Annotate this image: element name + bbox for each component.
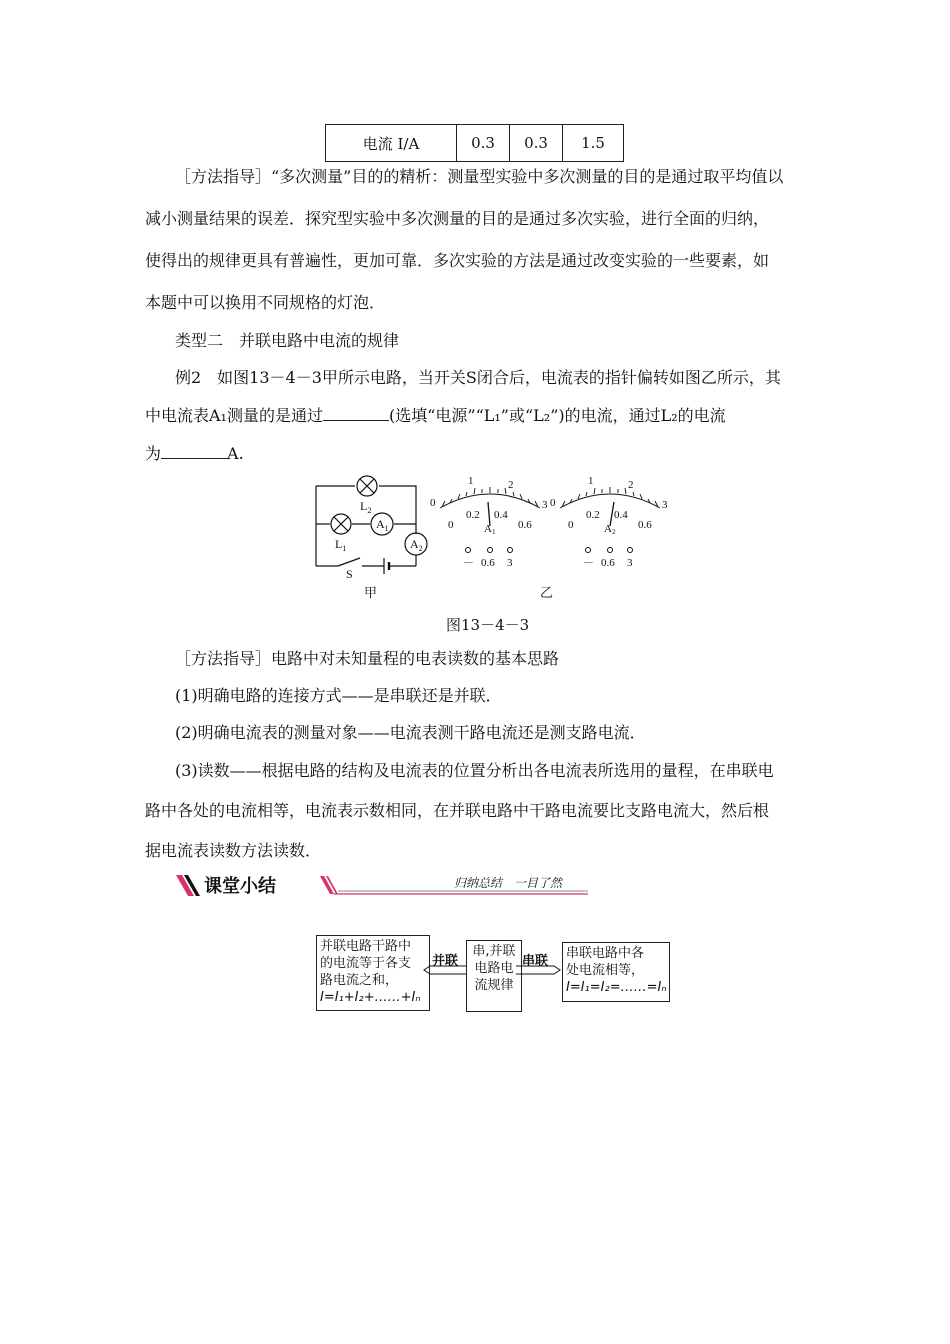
svg-text:0: 0 [550,497,556,509]
table-cell: 0.3 [457,125,510,162]
parallel-rule-box: 并联电路干路中 的电流等于各支 路电流之和， I=I₁+I₂+……+Iₙ [316,935,430,1011]
label-A2: $A_2$ [410,537,423,553]
data-table [325,124,624,162]
section-heading-type2: 类型二 并联电路中电流的规律 [175,331,400,350]
step-3-line1: (3)读数——根据电路的结构及电流表的位置分析出各电流表所选用的量程，在串联电 [175,761,774,780]
current-law-box: 串,并联 电路电 流规律 [466,940,522,1012]
table-cell: 1.5 [563,125,624,162]
circuit-diagram [316,476,427,574]
svg-text:0: 0 [568,519,574,531]
step-1: (1)明确电路的连接方式——是串联还是并联． [175,686,502,705]
meter-name: A1 [484,523,496,536]
svg-text:1: 1 [588,475,594,487]
meter-name: A2 [604,523,616,536]
ammeter-A2-dial [550,475,668,569]
series-rule-box: 串联电路中各 处电流相等， I=I₁=I₂=……=Iₙ [562,942,670,1002]
label-switch-S: S [346,567,353,581]
answer-blank [323,406,389,421]
svg-text:3: 3 [507,557,513,569]
svg-text:0.6: 0.6 [481,557,495,569]
table-row [326,125,624,162]
svg-text:0.4: 0.4 [494,509,508,521]
label-A1: $A_1$ [376,517,389,533]
summary-slogan: 归纳总结 一目了然 [454,876,563,890]
svg-text:0.6: 0.6 [601,557,615,569]
svg-text:3: 3 [662,499,668,511]
table-cell: 0.3 [510,125,563,162]
method-guide-1-line3: 使得出的规律更具有普遍性，更加可靠．多次实验的方法是通过改变实验的一些要素，如 [145,251,770,270]
figure-caption: 图13－4－3 [446,616,530,634]
method-guide-1-line4: 本题中可以换用不同规格的灯泡． [145,293,386,312]
method-guide-1-line2: 减小测量结果的误差．探究型实验中多次测量的目的是通过多次实验，进行全面的归纳， [145,209,770,228]
svg-text:1: 1 [468,475,474,487]
method-guide-1-line1: ［方法指导］“多次测量”目的的精析：测量型实验中多次测量的目的是通过取平均值以 [175,167,784,186]
svg-text:－: － [463,557,474,569]
step-3-line2: 路中各处的电流相等，电流表示数相同，在并联电路中干路电流要比支路电流大，然后根 [145,801,770,820]
circuit-figure [300,470,690,582]
label-L1: $L_1$ [335,537,347,553]
arrow-label-parallel: 并联 [432,954,459,969]
svg-text:0: 0 [430,497,436,509]
svg-text:3: 3 [542,499,548,511]
svg-text:3: 3 [627,557,633,569]
svg-text:0.6: 0.6 [518,519,532,531]
svg-text:0.2: 0.2 [586,509,600,521]
example2-line2: 中电流表A₁测量的是通过 (选填“电源”“L₁”或“L₂”)的电流，通过L₂的电流 [145,406,726,425]
ammeter-A1-dial [430,475,548,569]
answer-blank [161,444,227,459]
summary-title: 课堂小结 [204,876,276,897]
step-2: (2)明确电流表的测量对象——电流表测干路电流还是测支路电流． [175,723,646,742]
method-guide-2-title: ［方法指导］电路中对未知量程的电表读数的基本思路 [175,649,560,668]
example2-line1: 例2 如图13－4－3甲所示电路，当开关S闭合后，电流表的指针偏转如图乙所示，其 [175,368,781,387]
svg-text:0.4: 0.4 [614,509,628,521]
svg-text:－: － [583,557,594,569]
svg-text:2: 2 [508,479,514,491]
summary-banner [172,872,592,898]
figure-label-jia: 甲 [364,586,378,601]
label-L2: $L_2$ [360,499,372,515]
svg-text:0: 0 [448,519,454,531]
svg-text:0.2: 0.2 [466,509,480,521]
table-label-cell: 电流 I/A [326,125,457,162]
step-3-line3: 据电流表读数方法读数． [145,841,322,860]
svg-text:0.6: 0.6 [638,519,652,531]
example2-line3: 为 A. [145,444,244,463]
arrow-label-series: 串联 [522,954,549,969]
figure-label-yi: 乙 [540,586,554,601]
svg-text:2: 2 [628,479,634,491]
